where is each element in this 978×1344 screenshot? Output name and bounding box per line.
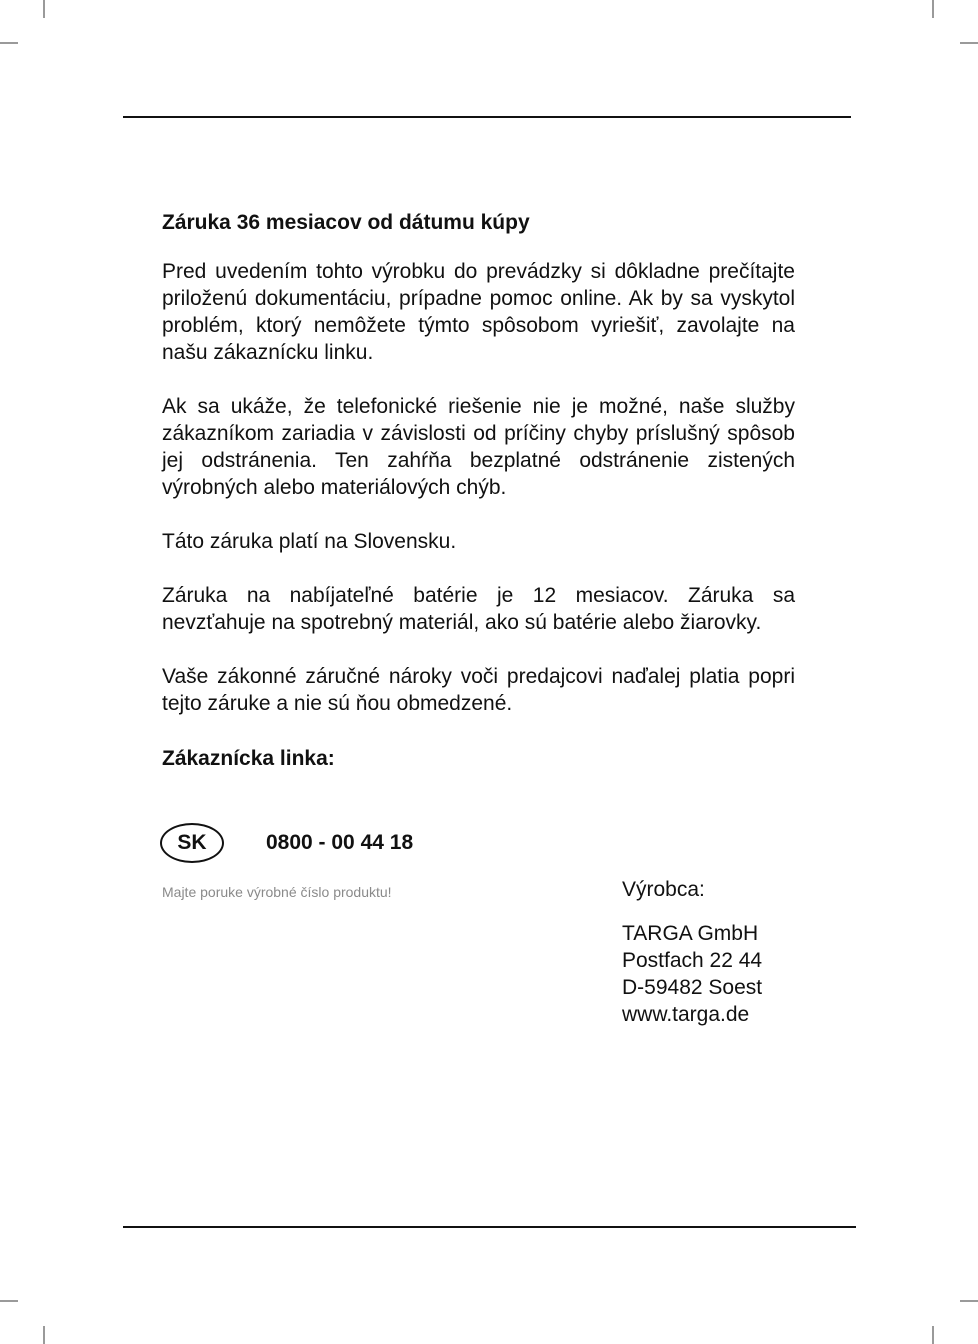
hotline-title: Zákaznícka linka: (162, 747, 335, 770)
crop-mark (0, 42, 18, 44)
country-badge: SK (160, 823, 224, 863)
manufacturer-name: TARGA GmbH (622, 922, 759, 945)
crop-mark (932, 0, 934, 18)
header-rule (123, 116, 851, 118)
warranty-content (162, 208, 795, 774)
manufacturer-label: Výrobca: (622, 878, 705, 901)
crop-mark (0, 1300, 18, 1302)
footer-rule (123, 1226, 856, 1228)
manufacturer-block (622, 876, 762, 1028)
crop-mark (43, 1326, 45, 1344)
paragraph: Pred uvedením tohto výrobku do prevádzky si dôkladne prečítajte priloženú dokumentáciu, prípadne pomoc online. Ak by sa vyskytol problém, ktorý nemôžete týmto spôsobom vyriešiť, zavolajte na našu zákaznícku linku. (162, 260, 795, 364)
crop-mark (960, 42, 978, 44)
manufacturer-street: Postfach 22 44 (622, 949, 763, 972)
serial-note: Majte poruke výrobné číslo produktu! (162, 884, 392, 900)
crop-mark (43, 0, 45, 18)
crop-mark (960, 1300, 978, 1302)
phone-number: 0800 - 00 44 18 (266, 831, 414, 854)
manufacturer-city: D-59482 Soest (622, 976, 763, 999)
hotline-row (160, 821, 413, 865)
paragraph: Záruka na nabíjateľné batérie je 12 mesiacov. Záruka sa nevzťahuje na spotrebný materiál, ako sú batérie alebo žiarovky. (162, 584, 795, 634)
crop-mark (932, 1326, 934, 1344)
manufacturer-web: www.targa.de (622, 1003, 750, 1026)
paragraph: Táto záruka platí na Slovensku. (162, 530, 457, 553)
paragraph: Ak sa ukáže, že telefonické riešenie nie je možné, naše služby zákazníkom zariadia v závislosti od príčiny chyby príslušný spôsob jej odstránenia. Ten zahŕňa bezplatné odstránenie zistených výrobných alebo materiálových chýb. (162, 395, 795, 499)
paragraph: Vaše zákonné záručné nároky voči predajcovi naďalej platia popri tejto záruke a nie sú ňou obmedzené. (162, 665, 795, 715)
warranty-heading: Záruka 36 mesiacov od dátumu kúpy (162, 211, 530, 234)
